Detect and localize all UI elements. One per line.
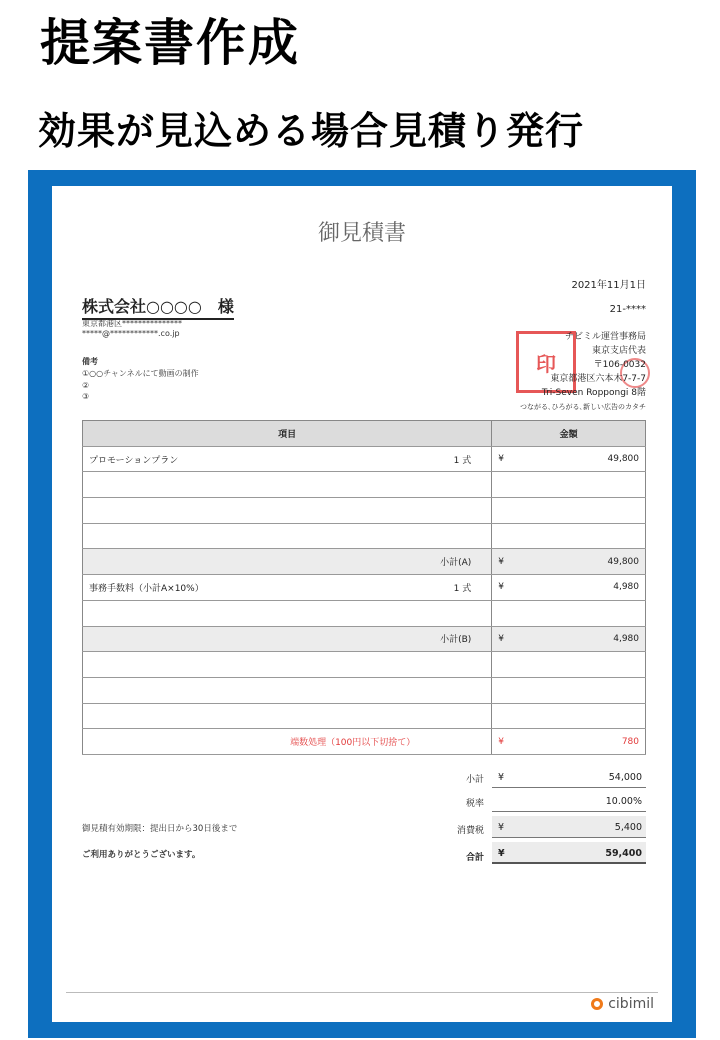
total-label: 合計: [465, 853, 484, 863]
row-qty: 1 式: [453, 455, 472, 466]
remark-2: ②: [82, 381, 90, 390]
rounding-amount: 780: [621, 736, 639, 747]
yen-sign: ¥: [498, 556, 504, 567]
table-row: [83, 677, 646, 703]
client-name: 株式会社○○○○ 様: [82, 294, 234, 320]
row-amount: 49,800: [607, 454, 639, 465]
table-row: [83, 523, 646, 549]
remark-1: ①○○チャンネルにて動画の制作: [82, 369, 199, 378]
subtotal-b-amount: 4,980: [613, 633, 639, 644]
table-row: [83, 446, 646, 472]
company-seal: 印: [516, 331, 576, 393]
cibimil-logo: [591, 996, 654, 1012]
issuer-branch: 東京支店代表: [591, 346, 646, 356]
yen-sign: ¥: [498, 633, 504, 644]
subtotal-a-row: [83, 549, 646, 575]
rounding-row: [83, 729, 646, 755]
issuer-postal: 〒106-0032: [593, 360, 646, 370]
taxrate-box: [492, 790, 646, 812]
document-title: 御見積書: [317, 221, 406, 246]
yen-sign: ¥: [498, 822, 505, 833]
yen-sign: ¥: [498, 454, 504, 465]
row-qty: 1 式: [453, 583, 472, 594]
table-row: [83, 600, 646, 626]
col-item-header: 項目: [83, 421, 492, 447]
table-row: [83, 498, 646, 524]
subtotal-value: 54,000: [608, 772, 642, 783]
subtotal-label: 小計: [465, 775, 484, 785]
tax-value: 5,400: [614, 822, 642, 833]
headline-title: 提案書作成: [40, 14, 300, 72]
table-row: [83, 575, 646, 601]
taxrate-label: 税率: [465, 799, 484, 809]
row-amount: 4,980: [613, 582, 639, 593]
tax-label: 消費税: [456, 826, 484, 836]
client-email: *****@************.co.jp: [82, 329, 180, 338]
subtotal-a-label: 小計(A): [440, 558, 472, 569]
logo-text: cibimil: [608, 996, 654, 1012]
client-address: 東京都港区***************: [82, 319, 182, 328]
row-item: プロモーションプラン: [89, 455, 179, 466]
issuer-name: チビミル運営事務局: [564, 332, 646, 342]
subtotal-b-row: [83, 626, 646, 652]
remarks-label: 備考: [82, 357, 98, 366]
tax-box: [492, 816, 646, 838]
yen-sign: ¥: [498, 582, 504, 593]
yen-sign: ¥: [498, 772, 505, 783]
issuer-info: [542, 330, 646, 400]
issuer-address: 東京都港区六本木7-7-7: [550, 374, 646, 384]
footer-divider: [66, 992, 658, 993]
thanks-note: ご利用ありがとうございます。: [82, 850, 201, 860]
issuer-building: Tri-Seven Roppongi 8階: [541, 388, 646, 398]
yen-sign: ¥: [498, 736, 504, 747]
issue-date: 2021年11月1日: [571, 280, 646, 291]
total-box: [492, 842, 646, 864]
estimate-document: [52, 186, 672, 1022]
issuer-tagline: つながる､ひろがる､新しい広告のカタチ: [520, 403, 646, 411]
validity-note: 御見積有効期限：提出日から30日後まで: [82, 824, 238, 834]
subtotal-box: [492, 766, 646, 788]
col-amount-header: 金額: [492, 421, 646, 447]
document-number: 21-****: [609, 304, 646, 315]
estimate-table: [82, 420, 646, 755]
row-item: 事務手数料（小計A×10%）: [89, 583, 204, 594]
headline-subtitle: 効果が見込める場合見積り発行: [38, 109, 585, 153]
rounding-label: 端数処理（100円以下切捨て）: [290, 738, 416, 749]
remark-3: ③: [82, 392, 90, 401]
table-row: [83, 472, 646, 498]
table-header: [83, 421, 646, 447]
yen-sign: ¥: [498, 848, 505, 859]
total-value: 59,400: [605, 848, 642, 859]
subtotal-a-amount: 49,800: [607, 556, 639, 567]
logo-icon: [591, 998, 603, 1010]
table-row: [83, 703, 646, 729]
subtotal-b-label: 小計(B): [440, 635, 472, 646]
table-row: [83, 652, 646, 678]
taxrate-value: 10.00%: [605, 796, 642, 807]
